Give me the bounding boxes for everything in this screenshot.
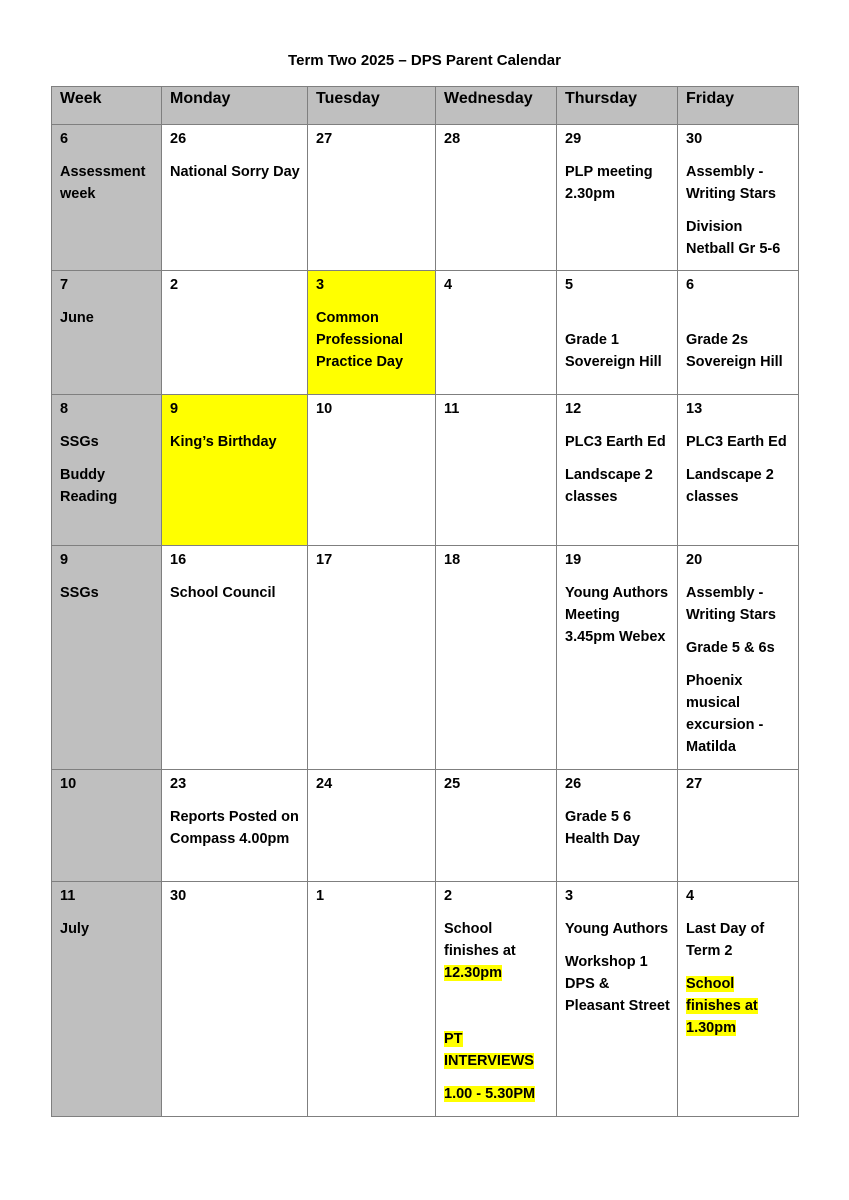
header-monday: Monday [162,87,308,125]
page-title: Term Two 2025 – DPS Parent Calendar [288,52,561,69]
day-number: 4 [686,888,695,904]
day-number: 9 [170,401,179,417]
day-number: 30 [686,131,703,147]
day-cell [162,770,308,882]
day-event: Grade 2s Sovereign Hill [686,332,783,370]
day-cell [308,395,436,546]
day-cell [308,125,436,271]
day-cell [436,125,557,271]
day-number: 24 [316,776,333,792]
day-event: Grade 5 & 6s [686,640,775,656]
day-number: 20 [686,552,703,568]
day-event: School Council [170,585,276,601]
day-number: 30 [170,888,187,904]
day-event: Common Professional Practice Day [316,310,404,370]
week-note: Assessment week [60,164,146,202]
day-cell [557,770,678,882]
day-event: Grade 5 6 Health Day [565,809,640,847]
day-cell [557,125,678,271]
day-cell [678,546,799,770]
week-note: Buddy Reading [60,467,118,505]
day-event: Young Authors Meeting 3.45pm Webex [565,585,669,645]
day-cell [308,770,436,882]
header-week: Week [52,87,162,125]
week-number: 11 [60,888,76,904]
day-cell [678,770,799,882]
day-number: 6 [686,277,695,293]
day-number: 19 [565,552,582,568]
day-event: Assembly - Writing Stars [686,585,776,623]
day-cell [162,125,308,271]
day-cell [436,546,557,770]
week-note: July [60,921,90,937]
week-cell [52,882,162,1117]
highlighted-text: School finishes at 1.30pm [686,976,758,1036]
day-number: 26 [170,131,187,147]
day-cell [678,882,799,1117]
week-number: 8 [60,401,69,417]
day-event: Reports Posted on Compass 4.00pm [170,809,299,847]
week-row [52,882,799,1117]
header-thursday: Thursday [557,87,678,125]
day-event: Last Day of Term 2 [686,921,765,959]
day-number: 25 [444,776,461,792]
day-event: Workshop 1 DPS & Pleasant Street [565,954,670,1014]
day-event: Phoenix musical excursion - Matilda [686,673,764,755]
highlighted-text: 1.00 - 5.30PM [444,1086,536,1102]
day-event: Grade 1 Sovereign Hill [565,332,662,370]
day-event: Landscape 2 classes [686,467,774,505]
day-cell [436,770,557,882]
day-number: 2 [444,888,453,904]
week-note: SSGs [60,585,99,601]
week-row [52,271,799,395]
day-number: 12 [565,401,582,417]
day-cell-highlighted [308,271,436,395]
day-event: Young Authors [565,921,669,937]
day-number: 1 [316,888,325,904]
day-event [444,918,550,984]
day-number: 10 [316,401,333,417]
header-tuesday: Tuesday [308,87,436,125]
day-number: 27 [686,776,703,792]
day-cell [162,882,308,1117]
day-number: 4 [444,277,453,293]
day-event [444,1028,550,1072]
week-note: June [60,310,94,326]
day-number: 2 [170,277,179,293]
day-number: 13 [686,401,703,417]
week-row [52,546,799,770]
day-number: 28 [444,131,461,147]
week-number: 7 [60,277,69,293]
day-cell [678,271,799,395]
day-cell [308,546,436,770]
week-cell [52,125,162,271]
week-row [52,395,799,546]
week-cell [52,546,162,770]
day-event: Landscape 2 classes [565,467,653,505]
day-event: Assembly - Writing Stars [686,164,776,202]
day-cell [678,395,799,546]
header-friday: Friday [678,87,799,125]
day-number: 3 [565,888,574,904]
day-event: PLP meeting 2.30pm [565,164,653,202]
week-note: SSGs [60,434,99,450]
week-number: 10 [60,776,77,792]
day-number: 26 [565,776,582,792]
day-number: 5 [565,277,574,293]
day-event: National Sorry Day [170,164,300,180]
day-cell [162,546,308,770]
day-cell [436,395,557,546]
day-number: 18 [444,552,461,568]
week-number: 6 [60,131,69,147]
header-wednesday: Wednesday [436,87,557,125]
day-cell [557,546,678,770]
day-number: 3 [316,277,325,293]
day-cell [557,271,678,395]
day-cell [436,882,557,1117]
day-event: Division Netball Gr 5-6 [686,219,781,257]
day-event: PLC3 Earth Ed [686,434,787,450]
day-number: 11 [444,401,460,417]
day-cell [308,882,436,1117]
day-event [686,973,792,1039]
calendar-table [51,86,799,1117]
day-number: 23 [170,776,187,792]
day-cell [162,271,308,395]
day-event [444,1083,550,1105]
day-cell-highlighted [162,395,308,546]
day-event-text: School finishes at [444,921,516,959]
week-cell [52,770,162,882]
header-row [52,87,799,125]
day-cell [678,125,799,271]
week-cell [52,395,162,546]
week-cell [52,271,162,395]
day-number: 16 [170,552,187,568]
day-cell [557,395,678,546]
day-event: King’s Birthday [170,434,277,450]
day-number: 17 [316,552,333,568]
day-number: 27 [316,131,333,147]
day-cell [557,882,678,1117]
week-number: 9 [60,552,69,568]
day-number: 29 [565,131,582,147]
week-row [52,770,799,882]
day-event: PLC3 Earth Ed [565,434,666,450]
highlighted-text: PT INTERVIEWS [444,1031,534,1069]
day-cell [436,271,557,395]
week-row [52,125,799,271]
highlighted-text: 12.30pm [444,965,503,981]
